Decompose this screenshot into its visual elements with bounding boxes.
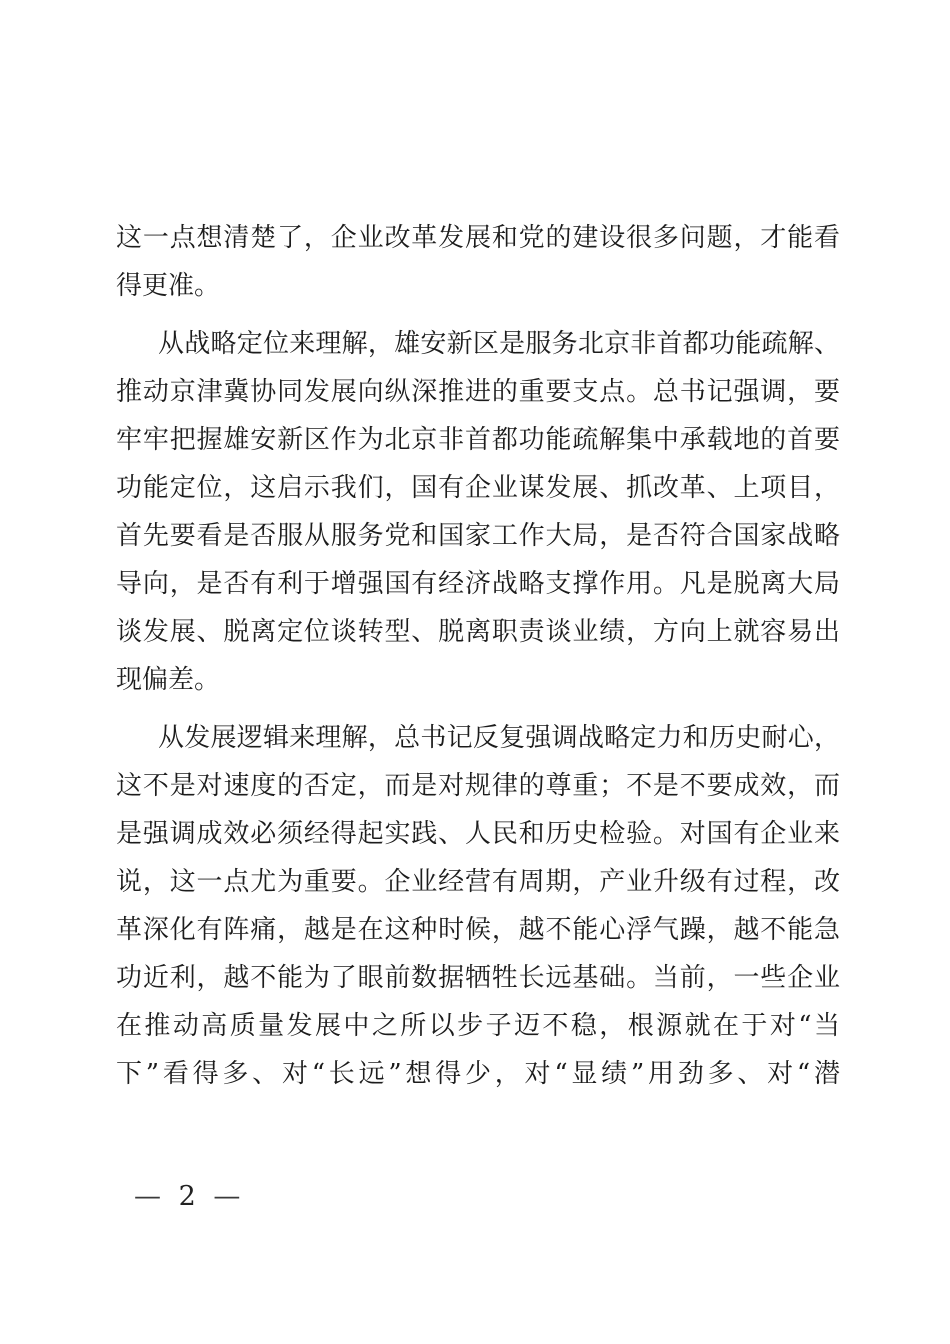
text-line: 推动京津冀协同发展向纵深推进的重要支点。总书记强调，要 <box>116 377 840 407</box>
text-line: 谈发展、脱离定位谈转型、脱离职责谈业绩，方向上就容易出 <box>116 617 840 647</box>
text-line: 说，这一点尤为重要。企业经营有周期，产业升级有过程，改 <box>116 867 840 897</box>
page-number <box>134 1181 240 1212</box>
text-line: 功近利，越不能为了眼前数据牺牲长远基础。当前，一些企业 <box>116 963 840 993</box>
text-line: 从战略定位来理解，雄安新区是服务北京非首都功能疏解、 <box>158 329 840 359</box>
text-line: 在推动高质量发展中之所以步子迈不稳，根源就在于对“当 <box>116 1011 840 1041</box>
text-line: 导向，是否有利于增强国有经济战略支撑作用。凡是脱离大局 <box>116 569 840 599</box>
document-body <box>116 214 840 1108</box>
page-number-dash-right: — <box>213 1181 241 1212</box>
text-line: 是强调成效必须经得起实践、人民和历史检验。对国有企业来 <box>116 819 840 849</box>
text-line: 牢牢把握雄安新区作为北京非首都功能疏解集中承载地的首要 <box>116 425 840 455</box>
text-line: 功能定位，这启示我们，国有企业谋发展、抓改革、上项目， <box>116 473 840 503</box>
text-line: 这不是对速度的否定，而是对规律的尊重；不是不要成效，而 <box>116 771 840 801</box>
text-line: 得更准。 <box>116 271 221 301</box>
paragraph <box>116 714 840 1098</box>
paragraph <box>116 320 840 704</box>
paragraph <box>116 214 840 310</box>
page-number-value: 2 <box>178 1181 196 1212</box>
page-number-dash-left: — <box>134 1181 161 1212</box>
text-line: 现偏差。 <box>116 665 221 695</box>
text-line: 这一点想清楚了，企业改革发展和党的建设很多问题，才能看 <box>116 223 840 253</box>
text-line: 下”看得多、对“长远”想得少，对“显绩”用劲多、对“潜 <box>116 1059 840 1089</box>
text-line: 首先要看是否服从服务党和国家工作大局，是否符合国家战略 <box>116 521 840 551</box>
text-line: 革深化有阵痛，越是在这种时候，越不能心浮气躁，越不能急 <box>116 915 840 945</box>
text-line: 从发展逻辑来理解，总书记反复强调战略定力和历史耐心， <box>158 723 840 753</box>
